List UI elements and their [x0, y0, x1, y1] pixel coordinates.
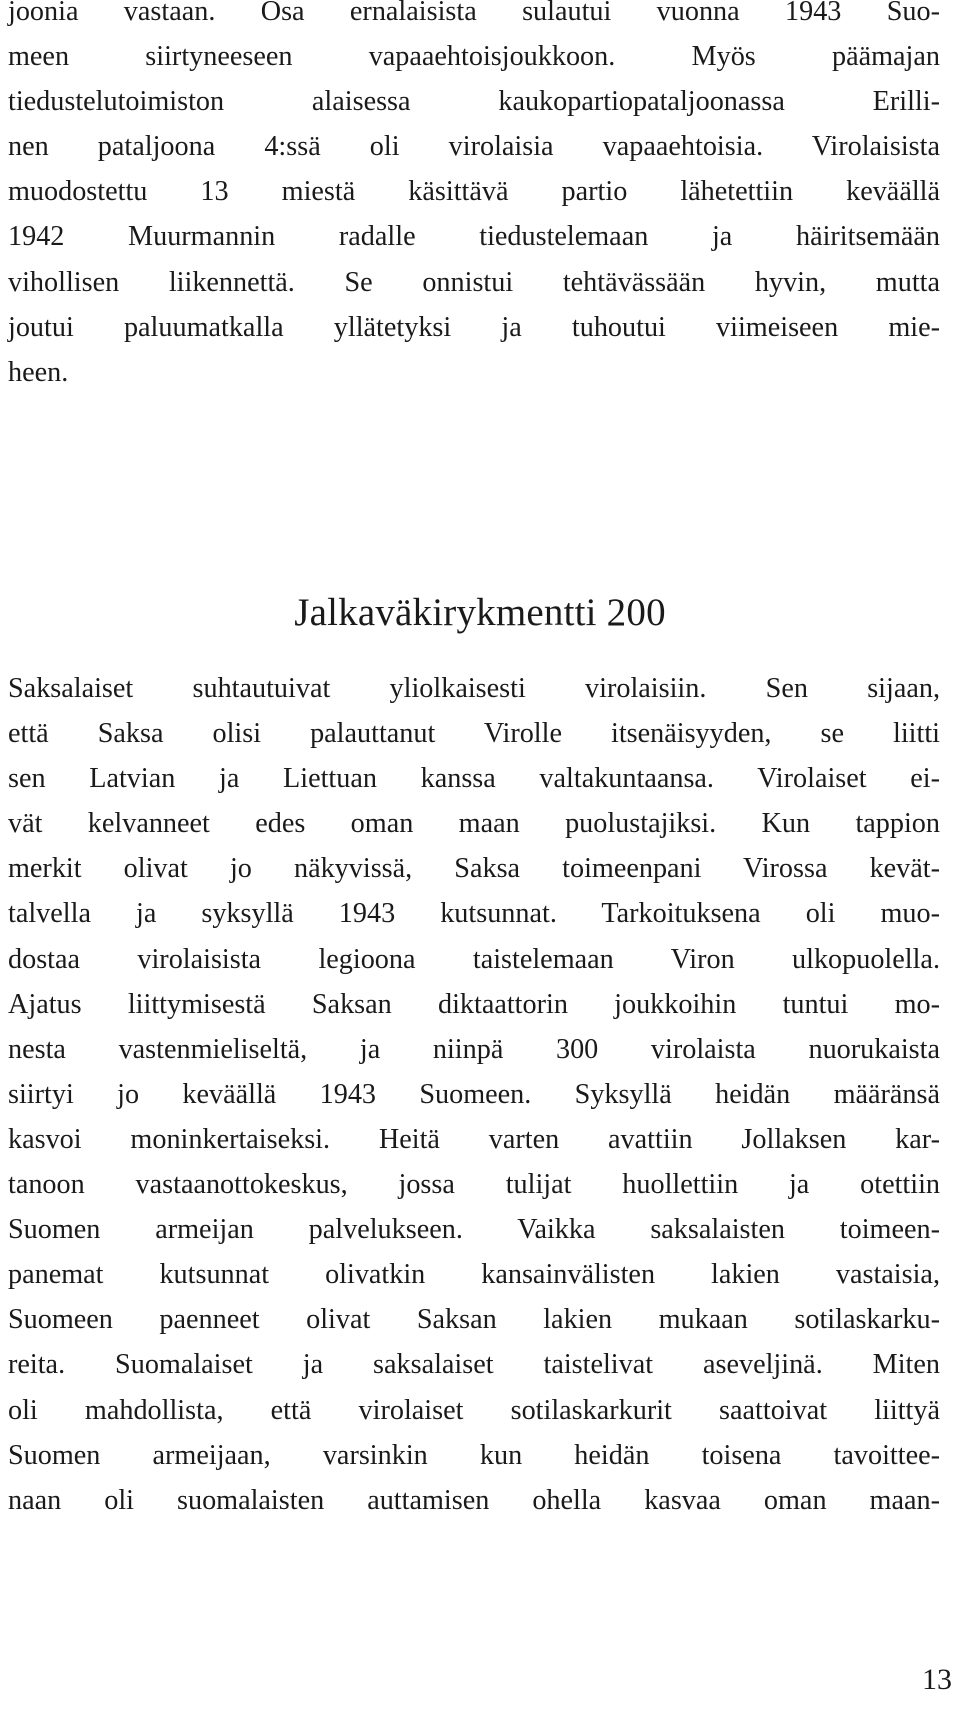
paragraph-line: dostaa virolaisista legioona taistelemaan Viron ulkopuolella. [8, 943, 940, 975]
paragraph-line: nesta vastenmieliseltä, ja niinpä 300 virolaista nuorukaista [8, 1033, 940, 1065]
paragraph-line: kasvoi moninkertaiseksi. Heitä varten avattiin Jollaksen kar- [8, 1123, 940, 1155]
paragraph-line: Suomeen paenneet olivat Saksan lakien mukaan sotilaskarku- [8, 1304, 940, 1336]
paragraph-line: vihollisen liikennettä. Se onnistui tehtävässään hyvin, mutta [8, 266, 940, 298]
paragraph-line: naan oli suomalaisten auttamisen ohella kasvaa oman maan- [8, 1484, 940, 1516]
paragraph-line: panemat kutsunnat olivatkin kansainvälisten lakien vastaisia, [8, 1259, 940, 1291]
paragraph-line: vät kelvanneet edes oman maan puolustajiksi. Kun tappion [8, 808, 940, 840]
paragraph-line: reita. Suomalaiset ja saksalaiset taistelivat aseveljinä. Miten [8, 1349, 940, 1381]
paragraph-line: sen Latvian ja Liettuan kanssa valtakuntaansa. Virolaiset ei- [8, 763, 940, 795]
paragraph-2 [8, 666, 940, 1523]
paragraph-line: joutui paluumatkalla yllätetyksi ja tuhoutui viimeiseen mie- [8, 311, 940, 343]
paragraph-line: meen siirtyneeseen vapaaehtoisjoukkoon. Myös päämajan [8, 41, 940, 73]
paragraph-line: 1942 Muurmannin radalle tiedustelemaan ja häiritsemään [8, 221, 940, 253]
paragraph-line: siirtyi jo keväällä 1943 Suomeen. Syksyllä heidän määränsä [8, 1078, 940, 1110]
section-heading: Jalkaväkirykmentti 200 [294, 591, 666, 634]
paragraph-line: että Saksa olisi palauttanut Virolle itsenäisyyden, se liitti [8, 718, 940, 750]
paragraph-1 [8, 0, 940, 395]
paragraph-line: merkit olivat jo näkyvissä, Saksa toimeenpani Virossa kevät- [8, 853, 940, 885]
paragraph-line: Saksalaiset suhtautuivat yliolkaisesti virolaisiin. Sen sijaan, [8, 673, 940, 704]
paragraph-line: nen pataljoona 4:ssä oli virolaisia vapaaehtoisia. Virolaisista [8, 131, 940, 163]
paragraph-line: tanoon vastaanottokeskus, jossa tulijat huollettiin ja otettiin [8, 1169, 940, 1201]
paragraph-line: joonia vastaan. Osa ernalaisista sulautui vuonna 1943 Suo- [8, 0, 940, 27]
page-number: 13 [922, 1663, 952, 1696]
paragraph-line: Suomen armeijan palvelukseen. Vaikka saksalaisten toimeen- [8, 1214, 940, 1246]
paragraph-line: talvella ja syksyllä 1943 kutsunnat. Tarkoituksena oli muo- [8, 898, 940, 930]
paragraph-line: oli mahdollista, että virolaiset sotilaskarkurit saattoivat liittyä [8, 1394, 940, 1426]
paragraph-line: Ajatus liittymisestä Saksan diktaattorin joukkoihin tuntui mo- [8, 988, 940, 1020]
paragraph-line: Suomen armeijaan, varsinkin kun heidän toisena tavoittee- [8, 1439, 940, 1471]
paragraph-line: heen. [8, 356, 69, 388]
paragraph-line: muodostettu 13 miestä käsittävä partio lähetettiin keväällä [8, 176, 940, 208]
paragraph-line: tiedustelutoimiston alaisessa kaukopartiopataljoonassa Erilli- [8, 86, 940, 118]
